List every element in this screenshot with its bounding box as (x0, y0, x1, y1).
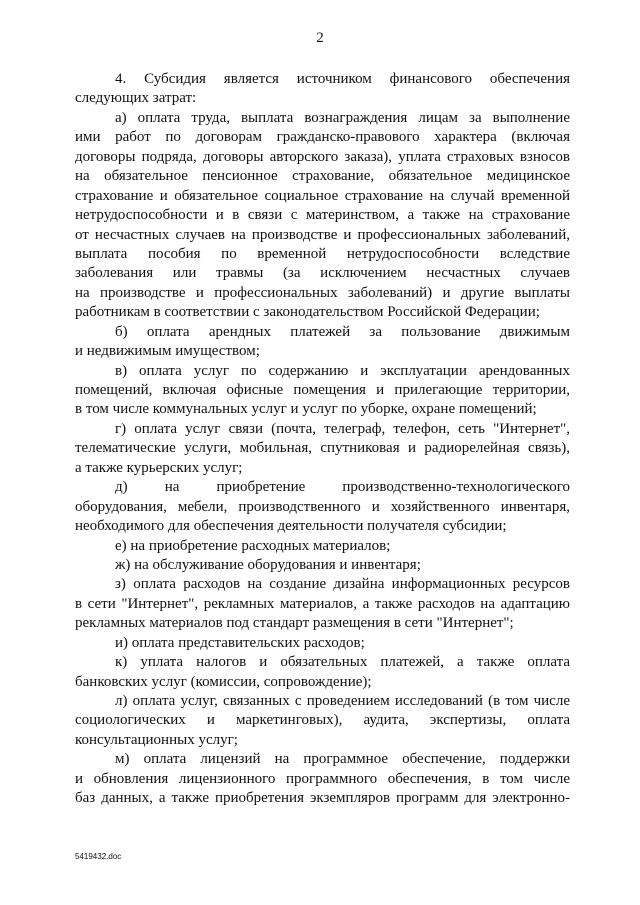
text-line: м) оплата лицензий на программное обеспечение, поддержки (115, 751, 570, 768)
text-line: д) на приобретение производственно-технологического (115, 479, 570, 496)
text-line: ими работ по договорам гражданско-правового характера (включая (75, 129, 570, 146)
text-line: рекламных материалов под стандарт размещения в сети "Интернет"; (75, 615, 514, 632)
text-line: выплата пособия по временной нетрудоспособности вследствие (75, 245, 570, 262)
text-line: на производстве и профессиональных заболеваний) и другие выплаты (75, 284, 570, 301)
text-line: телематические услуги, мобильная, спутниковая и радиорелейная связь), (75, 440, 570, 457)
text-line: г) оплата услуг связи (почта, телеграф, телефон, сеть "Интернет", (115, 420, 570, 437)
text-line: необходимого для обеспечения деятельности получателя субсидии; (75, 518, 507, 535)
document-code: 5419432.doc (75, 852, 122, 861)
text-line: консультационных услуг; (75, 731, 238, 748)
text-line: в том числе коммунальных услуг и услуг по уборке, охране помещений; (75, 401, 537, 418)
text-line: а) оплата труда, выплата вознаграждения лицам за выполнение (115, 109, 570, 126)
text-line: банковских услуг (комиссии, сопровождение); (75, 673, 372, 690)
text-line: а также курьерских услуг; (75, 459, 243, 476)
text-line: заболевания или травмы (за исключением несчастных случаев (75, 265, 570, 282)
text-line: от несчастных случаев на производстве и профессиональных заболеваний, (75, 226, 570, 243)
text-line: к) уплата налогов и обязательных платежей, а также оплата (115, 654, 570, 671)
text-line: оборудования, мебели, производственного и хозяйственного инвентаря, (75, 498, 570, 515)
text-line: социологических и маркетинговых), аудита, экспертизы, оплата (75, 712, 570, 729)
text-line: страхование и обязательное социальное страхование на случай временной (75, 187, 570, 204)
text-line: з) оплата расходов на создание дизайна информационных ресурсов (115, 576, 570, 593)
text-line: и обновления лицензионного программного обеспечения, в том числе (75, 770, 570, 787)
text-line: на обязательное пенсионное страхование, обязательное медицинское (75, 168, 570, 185)
text-line: е) на приобретение расходных материалов; (115, 537, 391, 554)
text-line: и) оплата представительских расходов; (115, 634, 365, 651)
page-number: 2 (316, 30, 324, 46)
text-line: б) оплата арендных платежей за пользование движимым (115, 323, 570, 340)
text-line: баз данных, а также приобретения экземпляров программ для электронно- (75, 790, 570, 807)
text-line: ж) на обслуживание оборудования и инвентаря; (115, 556, 421, 573)
text-line: 4. Субсидия является источником финансового обеспечения (115, 71, 570, 87)
text-line: следующих затрат: (75, 90, 197, 107)
text-line: л) оплата услуг, связанных с проведением исследований (в том числе (115, 693, 570, 709)
text-line: в) оплата услуг по содержанию и эксплуатации арендованных (115, 362, 570, 379)
text-line: нетрудоспособности и в связи с материнством, а также на страхование (75, 207, 570, 224)
text-line: договоры подряда, договоры авторского заказа), уплата страховых взносов (75, 148, 570, 165)
text-line: в сети "Интернет", рекламных материалов, а также расходов на адаптацию (75, 595, 570, 612)
text-line: и недвижимым имуществом; (75, 343, 260, 360)
document-body (75, 70, 570, 809)
text-line: помещений, включая офисные помещения и прилегающие территории, (75, 382, 570, 398)
text-line: работникам в соответствии с законодательством Российской Федерации; (75, 304, 540, 321)
